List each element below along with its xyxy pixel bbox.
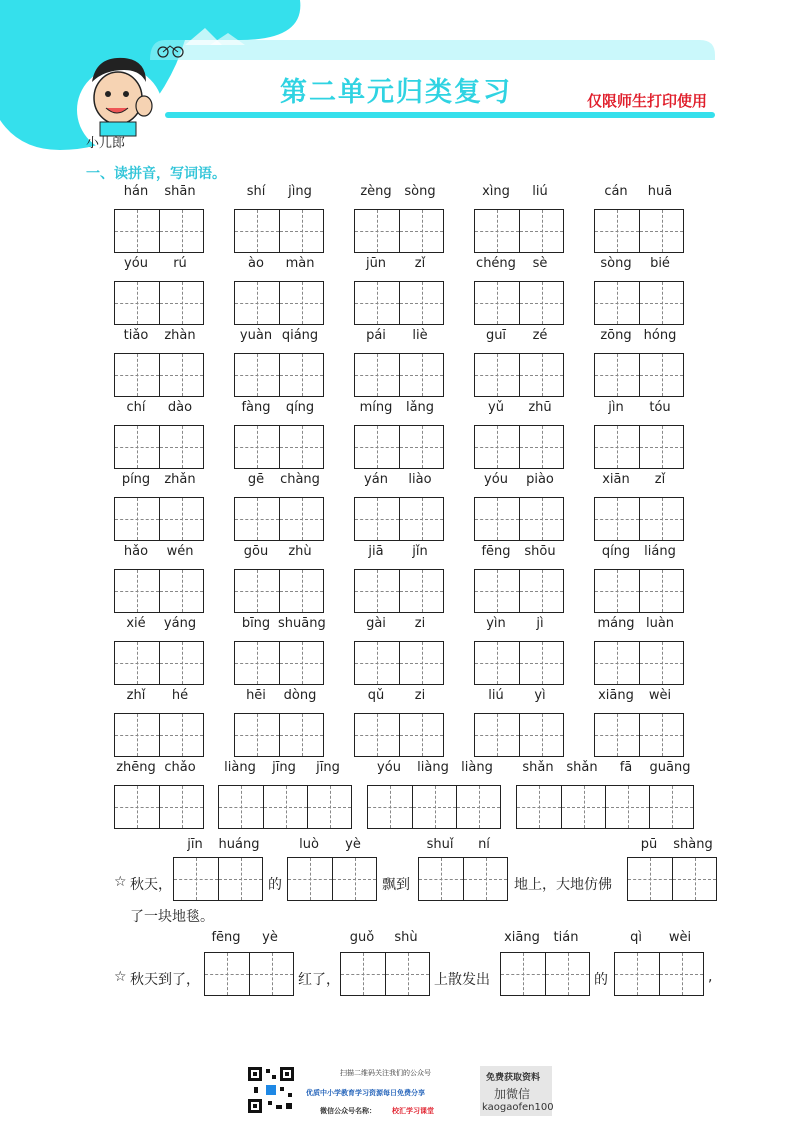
row-8-grid-2[interactable] bbox=[234, 713, 324, 757]
pinyin-syllable: zi bbox=[414, 616, 426, 631]
writing-cell[interactable] bbox=[355, 498, 399, 540]
row-6-grid-3[interactable] bbox=[354, 569, 444, 613]
writing-cell[interactable] bbox=[519, 426, 563, 468]
row-3-grid-1[interactable] bbox=[114, 353, 204, 397]
writing-cell[interactable] bbox=[263, 786, 307, 828]
row-9-grid-3[interactable] bbox=[367, 785, 501, 829]
sentence-1-continuation: 了一块地毯。 bbox=[130, 909, 214, 925]
writing-cell[interactable] bbox=[639, 354, 683, 396]
account-name: 校汇学习课堂 bbox=[392, 1107, 434, 1115]
writing-cell[interactable] bbox=[115, 570, 159, 612]
writing-cell[interactable] bbox=[279, 642, 323, 684]
row-2-grid-2[interactable] bbox=[234, 281, 324, 325]
writing-cell[interactable] bbox=[279, 570, 323, 612]
pinyin-syllable: liè bbox=[412, 328, 428, 343]
writing-cell[interactable] bbox=[399, 498, 443, 540]
pinyin-syllable: yán bbox=[364, 472, 388, 487]
writing-cell[interactable] bbox=[639, 282, 683, 324]
writing-cell[interactable] bbox=[475, 714, 519, 756]
pinyin-syllable: yóu bbox=[124, 256, 148, 271]
pinyin-syllable: zhàn bbox=[164, 328, 196, 343]
row-7-grid-1[interactable] bbox=[114, 641, 204, 685]
pinyin-syllable: liú bbox=[532, 184, 548, 199]
row-1-grid-5[interactable] bbox=[594, 209, 684, 253]
pinyin-syllable: wèi bbox=[648, 688, 672, 703]
writing-cell[interactable] bbox=[218, 858, 262, 900]
pinyin-syllable: yè bbox=[262, 930, 278, 945]
writing-cell[interactable] bbox=[399, 210, 443, 252]
pinyin-syllable: zhù bbox=[288, 544, 312, 559]
writing-cell[interactable] bbox=[649, 786, 693, 828]
pinyin-syllable: yóu bbox=[484, 472, 508, 487]
pinyin-syllable: bīng bbox=[241, 616, 271, 631]
writing-cell[interactable] bbox=[628, 858, 672, 900]
writing-cell[interactable] bbox=[519, 282, 563, 324]
writing-cell[interactable] bbox=[355, 714, 399, 756]
writing-cell[interactable] bbox=[605, 786, 649, 828]
pinyin-syllable: fàng bbox=[241, 400, 271, 415]
writing-cell[interactable] bbox=[307, 786, 351, 828]
pinyin-syllable: guī bbox=[485, 328, 507, 343]
pinyin-syllable: rú bbox=[173, 256, 187, 271]
pinyin-syllable: wèi bbox=[668, 930, 692, 945]
writing-cell[interactable] bbox=[279, 210, 323, 252]
writing-cell[interactable] bbox=[561, 786, 605, 828]
pinyin-syllable: shù bbox=[394, 930, 418, 945]
writing-cell[interactable] bbox=[595, 282, 639, 324]
sentence-1-text-3: 飘到 bbox=[382, 877, 410, 893]
writing-cell[interactable] bbox=[475, 642, 519, 684]
writing-cell[interactable] bbox=[639, 714, 683, 756]
row-4-grid-3[interactable] bbox=[354, 425, 444, 469]
pinyin-syllable: luàn bbox=[645, 616, 675, 631]
pinyin-syllable: huā bbox=[647, 184, 673, 199]
writing-cell[interactable] bbox=[235, 714, 279, 756]
pinyin-syllable: hán bbox=[123, 184, 149, 199]
writing-cell[interactable] bbox=[595, 210, 639, 252]
pinyin-syllable: guǒ bbox=[349, 930, 375, 945]
pinyin-syllable: yè bbox=[345, 837, 361, 852]
writing-cell[interactable] bbox=[332, 858, 376, 900]
writing-cell[interactable] bbox=[249, 953, 293, 995]
row-7-grid-4[interactable] bbox=[474, 641, 564, 685]
sentence-2-marker: ☆ bbox=[114, 969, 127, 985]
row-7-grid-5[interactable] bbox=[594, 641, 684, 685]
writing-cell[interactable] bbox=[355, 210, 399, 252]
row-2-grid-1[interactable] bbox=[114, 281, 204, 325]
pinyin-syllable: liàng bbox=[224, 760, 256, 775]
writing-cell[interactable] bbox=[519, 642, 563, 684]
writing-cell[interactable] bbox=[279, 426, 323, 468]
writing-cell[interactable] bbox=[159, 570, 203, 612]
writing-cell[interactable] bbox=[235, 426, 279, 468]
writing-cell[interactable] bbox=[475, 210, 519, 252]
writing-cell[interactable] bbox=[385, 953, 429, 995]
writing-cell[interactable] bbox=[279, 714, 323, 756]
pinyin-syllable: gài bbox=[366, 616, 386, 631]
writing-cell[interactable] bbox=[595, 642, 639, 684]
row-7-grid-3[interactable] bbox=[354, 641, 444, 685]
page-title: 第二单元归类复习 bbox=[280, 77, 512, 108]
pinyin-syllable: pái bbox=[366, 328, 386, 343]
writing-cell[interactable] bbox=[159, 714, 203, 756]
row-8-grid-3[interactable] bbox=[354, 713, 444, 757]
writing-cell[interactable] bbox=[595, 714, 639, 756]
pinyin-syllable: xiāng bbox=[598, 688, 634, 703]
wechat-box-line1: 免费获取资料 bbox=[486, 1073, 541, 1083]
pinyin-syllable: zi bbox=[414, 688, 426, 703]
writing-cell[interactable] bbox=[615, 953, 659, 995]
sentence-2-grid-4[interactable] bbox=[614, 952, 704, 996]
writing-cell[interactable] bbox=[519, 570, 563, 612]
pinyin-syllable: sè bbox=[532, 256, 548, 271]
row-6-grid-5[interactable] bbox=[594, 569, 684, 613]
writing-cell[interactable] bbox=[399, 354, 443, 396]
row-1-grid-3[interactable] bbox=[354, 209, 444, 253]
pinyin-syllable: yóu bbox=[377, 760, 401, 775]
row-9-grid-1[interactable] bbox=[114, 785, 204, 829]
row-2-grid-5[interactable] bbox=[594, 281, 684, 325]
pinyin-syllable: huáng bbox=[218, 837, 260, 852]
writing-cell[interactable] bbox=[595, 570, 639, 612]
writing-cell[interactable] bbox=[355, 426, 399, 468]
pinyin-syllable: yáng bbox=[163, 616, 197, 631]
writing-cell[interactable] bbox=[235, 210, 279, 252]
pinyin-syllable: míng bbox=[359, 400, 393, 415]
pinyin-syllable: shǎn bbox=[566, 760, 598, 775]
pinyin-syllable: qì bbox=[630, 930, 642, 945]
writing-cell[interactable] bbox=[235, 282, 279, 324]
pinyin-syllable: qíng bbox=[285, 400, 315, 415]
sentence-1-grid-4[interactable] bbox=[627, 857, 717, 901]
pinyin-syllable: qíng bbox=[601, 544, 631, 559]
row-4-grid-1[interactable] bbox=[114, 425, 204, 469]
writing-cell[interactable] bbox=[595, 354, 639, 396]
pinyin-syllable: liáng bbox=[644, 544, 676, 559]
pinyin-syllable: qǔ bbox=[367, 688, 385, 703]
writing-cell[interactable] bbox=[235, 498, 279, 540]
pinyin-syllable: xiān bbox=[602, 472, 630, 487]
pinyin-syllable: liàng bbox=[461, 760, 493, 775]
writing-cell[interactable] bbox=[475, 282, 519, 324]
writing-cell[interactable] bbox=[205, 953, 249, 995]
pinyin-syllable: dòng bbox=[283, 688, 317, 703]
pinyin-syllable: qiáng bbox=[281, 328, 319, 343]
row-4-grid-2[interactable] bbox=[234, 425, 324, 469]
writing-cell[interactable] bbox=[115, 426, 159, 468]
writing-cell[interactable] bbox=[456, 786, 500, 828]
pinyin-syllable: yì bbox=[534, 688, 546, 703]
sentence-1-grid-1[interactable] bbox=[173, 857, 263, 901]
writing-cell[interactable] bbox=[519, 210, 563, 252]
pinyin-syllable: jìng bbox=[288, 184, 312, 199]
pinyin-syllable: jì bbox=[536, 616, 544, 631]
pinyin-syllable: yìn bbox=[486, 616, 506, 631]
writing-cell[interactable] bbox=[399, 642, 443, 684]
pinyin-syllable: fēng bbox=[481, 544, 511, 559]
writing-cell[interactable] bbox=[115, 786, 159, 828]
pinyin-syllable: dào bbox=[167, 400, 193, 415]
row-1-grid-1[interactable] bbox=[114, 209, 204, 253]
writing-cell[interactable] bbox=[355, 282, 399, 324]
row-6-grid-1[interactable] bbox=[114, 569, 204, 613]
pinyin-syllable: jīng bbox=[316, 760, 340, 775]
pinyin-syllable: zōng bbox=[600, 328, 632, 343]
pinyin-syllable: shǎn bbox=[522, 760, 554, 775]
pinyin-syllable: wén bbox=[166, 544, 194, 559]
sentence-2-text-4: 的 bbox=[594, 972, 608, 988]
wechat-box-line3: kaogaofen100 bbox=[482, 1102, 554, 1113]
pinyin-syllable: gōu bbox=[243, 544, 269, 559]
pinyin-syllable: jiā bbox=[368, 544, 384, 559]
sentence-1-text-2: 的 bbox=[268, 877, 282, 893]
pinyin-syllable: jīn bbox=[187, 837, 203, 852]
writing-cell[interactable] bbox=[115, 282, 159, 324]
writing-cell[interactable] bbox=[419, 858, 463, 900]
writing-cell[interactable] bbox=[595, 426, 639, 468]
sentence-2-text-1: 秋天到了， bbox=[130, 972, 200, 988]
pinyin-syllable: chàng bbox=[280, 472, 320, 487]
wechat-box-line2: 加微信 bbox=[494, 1087, 531, 1101]
pinyin-syllable: zèng bbox=[360, 184, 392, 199]
writing-cell[interactable] bbox=[501, 953, 545, 995]
writing-cell[interactable] bbox=[279, 354, 323, 396]
writing-cell[interactable] bbox=[235, 642, 279, 684]
pinyin-syllable: zé bbox=[532, 328, 548, 343]
qr-code-icon bbox=[246, 1065, 296, 1115]
row-1-grid-2[interactable] bbox=[234, 209, 324, 253]
writing-cell[interactable] bbox=[475, 426, 519, 468]
pinyin-syllable: hǎo bbox=[123, 544, 149, 559]
writing-cell[interactable] bbox=[545, 953, 589, 995]
pinyin-syllable: ní bbox=[478, 837, 490, 852]
writing-cell[interactable] bbox=[115, 498, 159, 540]
writing-cell[interactable] bbox=[355, 570, 399, 612]
writing-cell[interactable] bbox=[288, 858, 332, 900]
pinyin-syllable: shān bbox=[164, 184, 196, 199]
row-3-grid-3[interactable] bbox=[354, 353, 444, 397]
pinyin-syllable: shuǐ bbox=[426, 837, 454, 852]
pinyin-syllable: zhǎn bbox=[164, 472, 196, 487]
pinyin-syllable: jūn bbox=[365, 256, 387, 271]
sentence-2-grid-2[interactable] bbox=[340, 952, 430, 996]
row-6-grid-4[interactable] bbox=[474, 569, 564, 613]
writing-cell[interactable] bbox=[159, 426, 203, 468]
writing-cell[interactable] bbox=[595, 498, 639, 540]
row-3-grid-5[interactable] bbox=[594, 353, 684, 397]
sentence-2-grid-3[interactable] bbox=[500, 952, 590, 996]
writing-cell[interactable] bbox=[639, 642, 683, 684]
pinyin-syllable: chéng bbox=[476, 256, 516, 271]
pinyin-syllable: zhēng bbox=[116, 760, 156, 775]
writing-cell[interactable] bbox=[368, 786, 412, 828]
pinyin-syllable: xié bbox=[126, 616, 146, 631]
row-2-grid-3[interactable] bbox=[354, 281, 444, 325]
pinyin-syllable: shí bbox=[246, 184, 266, 199]
writing-cell[interactable] bbox=[355, 642, 399, 684]
sentence-1-text-4: 地上，大地仿佛 bbox=[514, 877, 612, 893]
pinyin-syllable: pū bbox=[640, 837, 658, 852]
pinyin-syllable: bié bbox=[650, 256, 670, 271]
writing-cell[interactable] bbox=[159, 786, 203, 828]
writing-cell[interactable] bbox=[639, 210, 683, 252]
pinyin-syllable: luò bbox=[299, 837, 319, 852]
pinyin-syllable: hé bbox=[171, 688, 189, 703]
row-4-grid-5[interactable] bbox=[594, 425, 684, 469]
pinyin-syllable: cán bbox=[604, 184, 628, 199]
pinyin-syllable: zhū bbox=[528, 400, 552, 415]
writing-cell[interactable] bbox=[115, 354, 159, 396]
row-5-grid-5[interactable] bbox=[594, 497, 684, 541]
writing-cell[interactable] bbox=[399, 282, 443, 324]
writing-cell[interactable] bbox=[355, 354, 399, 396]
writing-cell[interactable] bbox=[399, 570, 443, 612]
row-9-grid-4[interactable] bbox=[516, 785, 694, 829]
writing-cell[interactable] bbox=[159, 642, 203, 684]
row-5-grid-3[interactable] bbox=[354, 497, 444, 541]
row-9-grid-2[interactable] bbox=[218, 785, 352, 829]
section-title: 一、读拼音，写词语。 bbox=[86, 166, 226, 182]
pinyin-syllable: liàng bbox=[417, 760, 449, 775]
pinyin-syllable: píng bbox=[121, 472, 151, 487]
writing-cell[interactable] bbox=[463, 858, 507, 900]
pinyin-syllable: jǐn bbox=[412, 544, 428, 559]
writing-cell[interactable] bbox=[219, 786, 263, 828]
writing-cell[interactable] bbox=[159, 210, 203, 252]
writing-cell[interactable] bbox=[341, 953, 385, 995]
pinyin-syllable: tián bbox=[553, 930, 579, 945]
writing-cell[interactable] bbox=[399, 714, 443, 756]
logo-label: 小儿郎 bbox=[86, 136, 126, 151]
writing-cell[interactable] bbox=[159, 282, 203, 324]
writing-cell[interactable] bbox=[235, 354, 279, 396]
row-6-grid-2[interactable] bbox=[234, 569, 324, 613]
pinyin-syllable: màn bbox=[285, 256, 315, 271]
restriction-note: 仅限师生打印使用 bbox=[587, 92, 708, 110]
row-3-grid-2[interactable] bbox=[234, 353, 324, 397]
writing-cell[interactable] bbox=[639, 426, 683, 468]
writing-cell[interactable] bbox=[174, 858, 218, 900]
writing-cell[interactable] bbox=[412, 786, 456, 828]
row-5-grid-2[interactable] bbox=[234, 497, 324, 541]
pinyin-syllable: liú bbox=[488, 688, 504, 703]
row-5-grid-1[interactable] bbox=[114, 497, 204, 541]
pinyin-syllable: xiāng bbox=[504, 930, 540, 945]
writing-cell[interactable] bbox=[672, 858, 716, 900]
pinyin-syllable: sòng bbox=[600, 256, 632, 271]
writing-cell[interactable] bbox=[639, 498, 683, 540]
pinyin-syllable: fā bbox=[619, 760, 633, 775]
sentence-1-grid-2[interactable] bbox=[287, 857, 377, 901]
pinyin-syllable: guāng bbox=[649, 760, 691, 775]
pinyin-syllable: yuàn bbox=[239, 328, 273, 343]
writing-cell[interactable] bbox=[659, 953, 703, 995]
pinyin-syllable: hēi bbox=[246, 688, 266, 703]
sentence-2-grid-1[interactable] bbox=[204, 952, 294, 996]
writing-cell[interactable] bbox=[235, 570, 279, 612]
pinyin-syllable: zǐ bbox=[654, 472, 666, 487]
writing-cell[interactable] bbox=[115, 210, 159, 252]
row-7-grid-2[interactable] bbox=[234, 641, 324, 685]
writing-cell[interactable] bbox=[159, 498, 203, 540]
footer-slogan: 优质中小学教育学习资源每日免费分享 bbox=[306, 1089, 425, 1097]
pinyin-syllable: shōu bbox=[524, 544, 556, 559]
pinyin-syllable: shàng bbox=[673, 837, 713, 852]
pinyin-syllable: zhǐ bbox=[126, 688, 146, 703]
writing-cell[interactable] bbox=[475, 570, 519, 612]
writing-cell[interactable] bbox=[475, 354, 519, 396]
writing-cell[interactable] bbox=[279, 498, 323, 540]
row-8-grid-4[interactable] bbox=[474, 713, 564, 757]
writing-cell[interactable] bbox=[399, 426, 443, 468]
writing-cell[interactable] bbox=[519, 354, 563, 396]
row-8-grid-5[interactable] bbox=[594, 713, 684, 757]
sentence-2-text-3: 上散发出 bbox=[434, 972, 490, 988]
writing-cell[interactable] bbox=[475, 498, 519, 540]
writing-cell[interactable] bbox=[279, 282, 323, 324]
qr-caption: 扫描二维码关注我们的公众号 bbox=[340, 1069, 431, 1077]
pinyin-syllable: jīng bbox=[272, 760, 296, 775]
sentence-1-marker: ☆ bbox=[114, 874, 127, 890]
writing-cell[interactable] bbox=[519, 714, 563, 756]
pinyin-syllable: chí bbox=[126, 400, 146, 415]
sentence-2-text-5: , bbox=[708, 969, 713, 985]
sentence-2-text-2: 红了， bbox=[298, 972, 340, 988]
pinyin-syllable: xìng bbox=[482, 184, 510, 199]
row-8-grid-1[interactable] bbox=[114, 713, 204, 757]
sentence-1-grid-3[interactable] bbox=[418, 857, 508, 901]
row-2-grid-4[interactable] bbox=[474, 281, 564, 325]
writing-cell[interactable] bbox=[159, 354, 203, 396]
writing-cell[interactable] bbox=[517, 786, 561, 828]
row-3-grid-4[interactable] bbox=[474, 353, 564, 397]
writing-cell[interactable] bbox=[115, 642, 159, 684]
pinyin-syllable: jìn bbox=[608, 400, 624, 415]
pinyin-syllable: piào bbox=[526, 472, 554, 487]
pinyin-syllable: chǎo bbox=[164, 760, 196, 775]
writing-cell[interactable] bbox=[115, 714, 159, 756]
row-5-grid-4[interactable] bbox=[474, 497, 564, 541]
pinyin-syllable: ào bbox=[248, 256, 264, 271]
row-4-grid-4[interactable] bbox=[474, 425, 564, 469]
pinyin-syllable: máng bbox=[597, 616, 635, 631]
pinyin-syllable: tóu bbox=[649, 400, 671, 415]
pinyin-syllable: liào bbox=[408, 472, 432, 487]
row-1-grid-4[interactable] bbox=[474, 209, 564, 253]
pinyin-syllable: shuāng bbox=[278, 616, 326, 631]
writing-cell[interactable] bbox=[519, 498, 563, 540]
pinyin-syllable: gē bbox=[247, 472, 265, 487]
pinyin-syllable: zǐ bbox=[414, 256, 426, 271]
writing-cell[interactable] bbox=[639, 570, 683, 612]
pinyin-syllable: sòng bbox=[404, 184, 436, 199]
pinyin-syllable: hóng bbox=[643, 328, 677, 343]
account-label: 微信公众号名称： bbox=[320, 1107, 376, 1115]
pinyin-syllable: tiǎo bbox=[123, 328, 149, 343]
pinyin-syllable: lǎng bbox=[405, 400, 435, 415]
sentence-1-text-1: 秋天， bbox=[130, 877, 172, 893]
pinyin-syllable: fēng bbox=[211, 930, 241, 945]
pinyin-syllable: yǔ bbox=[488, 400, 504, 415]
